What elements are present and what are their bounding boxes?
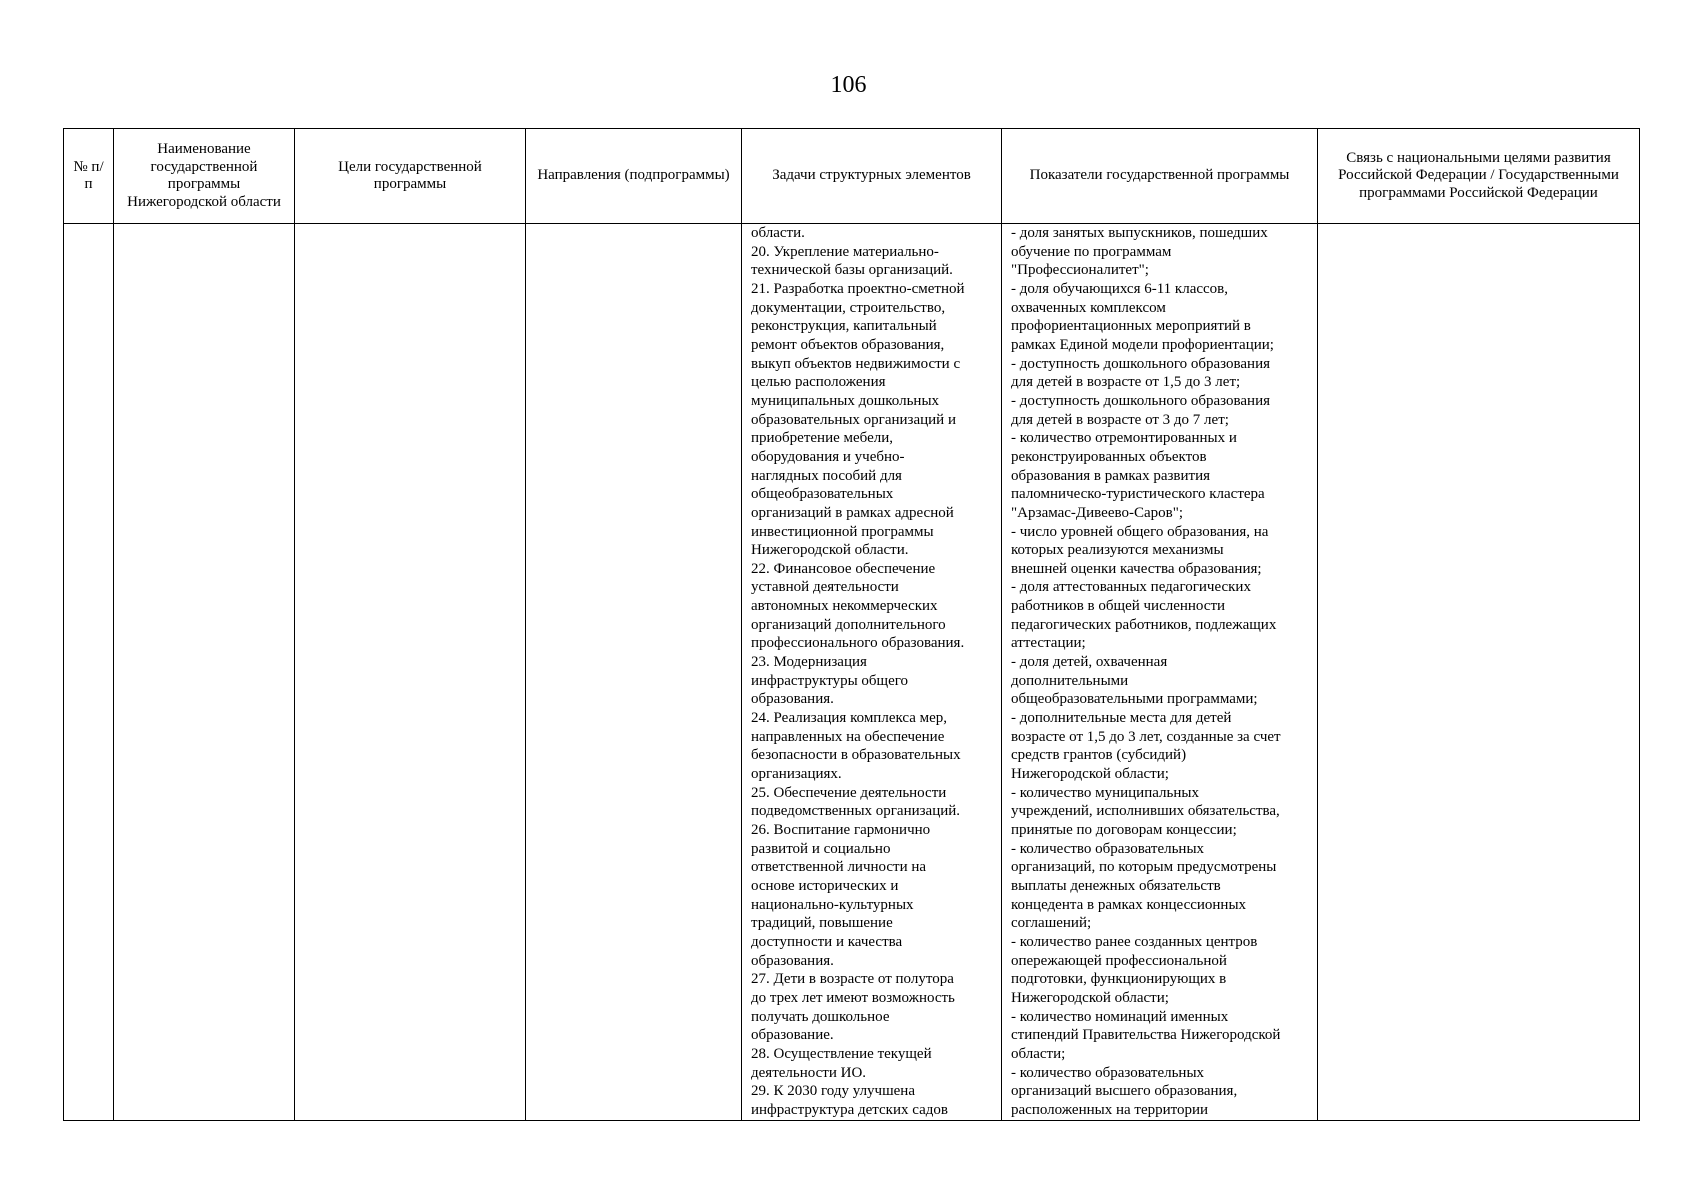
indicator-text-line: аттестации; <box>1011 635 1086 652</box>
indicator-text-line: организаций, по которым предусмотрены <box>1011 859 1277 876</box>
task-text-line: доступности и качества <box>751 933 903 950</box>
indicator-text-line: реконструированных объектов <box>1011 448 1207 465</box>
task-text-line: безопасности в образовательных <box>751 747 961 764</box>
indicator-text-line: - дополнительные места для детей <box>1011 710 1232 727</box>
task-text-line: развитой и социально <box>751 840 891 857</box>
indicator-text-line: - число уровней общего образования, на <box>1011 523 1269 540</box>
task-text-line: 25. Обеспечение деятельности <box>751 784 947 801</box>
indicator-text-line: Нижегородской области; <box>1011 766 1169 783</box>
task-text-line: ремонт объектов образования, <box>751 336 945 353</box>
indicator-text-line: соглашений; <box>1011 915 1092 932</box>
task-text-line: образовательных организаций и <box>751 411 956 428</box>
indicator-text-line: расположенных на территории <box>1011 1101 1209 1118</box>
header-program-name: Наименование государственной программы Нижегородской области <box>114 129 295 224</box>
indicator-text-line: принятые по договорам концессии; <box>1011 822 1237 838</box>
task-text-line: выкуп объектов недвижимости с <box>751 355 961 372</box>
indicator-text-line: "Арзамас-Дивеево-Саров"; <box>1011 504 1184 521</box>
indicator-text-line: - количество образовательных <box>1011 1064 1205 1081</box>
indicator-text-line: "Профессионалитет"; <box>1011 262 1149 279</box>
indicator-text-line: охваченных комплексом <box>1011 299 1166 316</box>
task-text-line: реконструкция, капитальный <box>751 318 937 335</box>
cell-national-goals <box>1318 224 1640 1121</box>
header-directions: Направления (подпрограммы) <box>526 129 742 224</box>
task-text-line: 21. Разработка проектно-сметной <box>751 280 965 297</box>
cell-directions <box>526 224 742 1121</box>
indicator-text-line: стипендий Правительства Нижегородской <box>1011 1027 1281 1044</box>
task-text-line: целью расположения <box>751 374 886 391</box>
indicator-text-line: - доля аттестованных педагогических <box>1011 579 1251 596</box>
task-text-line: национально-культурных <box>751 896 914 913</box>
indicator-text-line: средств грантов (субсидий) <box>1011 747 1187 764</box>
task-text-line: организаций в рамках адресной <box>751 504 954 521</box>
task-text-line: профессионального образования. <box>751 635 965 652</box>
indicator-text-line: - доля занятых выпускников, пошедших <box>1011 225 1268 241</box>
task-text-line: автономных некоммерческих <box>751 598 938 615</box>
task-text-line: направленных на обеспечение <box>751 728 945 745</box>
task-text-line: общеобразовательных <box>751 486 894 503</box>
cell-program-name <box>114 224 295 1121</box>
task-text-line: основе исторических и <box>751 877 899 894</box>
task-text-line: 22. Финансовое обеспечение <box>751 560 936 577</box>
task-text-line: образование. <box>751 1027 834 1044</box>
indicator-text-line: возрасте от 1,5 до 3 лет, созданные за счет <box>1011 728 1281 745</box>
indicator-text-line: Нижегородской области; <box>1011 989 1169 1006</box>
task-text-line: Нижегородской области. <box>751 542 909 559</box>
cell-number <box>64 224 114 1121</box>
task-text-line: инвестиционной программы <box>751 523 934 540</box>
cell-goals <box>295 224 526 1121</box>
indicator-text-line: учреждений, исполнивших обязательства, <box>1011 803 1280 820</box>
indicator-text-line: - количество муниципальных <box>1011 784 1199 801</box>
task-text-line: муниципальных дошкольных <box>751 392 940 409</box>
task-text-line: оборудования и учебно- <box>751 448 905 465</box>
indicator-text-line: рамках Единой модели профориентации; <box>1011 336 1274 353</box>
task-text-line: подведомственных организаций. <box>751 803 961 820</box>
indicator-text-line: подготовки, функционирующих в <box>1011 971 1227 988</box>
task-text-line: 24. Реализация комплекса мер, <box>751 710 948 727</box>
indicator-text-line: дополнительными <box>1011 672 1129 689</box>
task-text-line: технической базы организаций. <box>751 262 953 279</box>
indicator-text-line: образования в рамках развития <box>1011 467 1210 484</box>
task-text-line: 20. Укрепление материально- <box>751 243 939 260</box>
table-row <box>64 224 1640 1121</box>
indicators-text <box>1011 224 1308 1120</box>
indicator-text-line: - доступность дошкольного образования <box>1011 355 1271 372</box>
indicator-text-line: которых реализуются механизмы <box>1011 542 1224 559</box>
task-text-line: 26. Воспитание гармонично <box>751 822 931 838</box>
tasks-text <box>751 224 992 1120</box>
task-text-line: 23. Модернизация <box>751 654 867 671</box>
indicator-text-line: - доступность дошкольного образования <box>1011 392 1271 409</box>
task-text-line: приобретение мебели, <box>751 430 894 447</box>
task-text-line: ответственной личности на <box>751 859 927 876</box>
task-text-line: организаций дополнительного <box>751 616 946 633</box>
indicator-text-line: - количество образовательных <box>1011 840 1205 857</box>
task-text-line: образования. <box>751 952 834 969</box>
indicator-text-line: концедента в рамках концессионных <box>1011 896 1247 913</box>
task-text-line: инфраструктуры общего <box>751 672 909 689</box>
page-number: 106 <box>830 72 867 98</box>
task-text-line: документации, строительство, <box>751 299 946 316</box>
header-goals: Цели государственной программы <box>295 129 526 224</box>
task-text-line: 27. Дети в возрасте от полутора <box>751 971 954 988</box>
cell-tasks <box>742 224 1002 1121</box>
task-text-line: организациях. <box>751 766 842 783</box>
header-number: № п/п <box>64 129 114 224</box>
indicator-text-line: профориентационных мероприятий в <box>1011 318 1251 335</box>
indicator-text-line: опережающей профессиональной <box>1011 952 1227 969</box>
indicator-text-line: организаций высшего образования, <box>1011 1083 1238 1100</box>
indicator-text-line: внешней оценки качества образования; <box>1011 560 1262 577</box>
task-text-line: образования. <box>751 691 834 708</box>
task-text-line: уставной деятельности <box>751 579 899 596</box>
task-text-line: 28. Осуществление текущей <box>751 1045 932 1062</box>
task-text-line: до трех лет имеют возможность <box>751 989 955 1006</box>
indicator-text-line: - количество ранее созданных центров <box>1011 933 1258 950</box>
indicator-text-line: выплаты денежных обязательств <box>1011 877 1221 894</box>
header-indicators: Показатели государственной программы <box>1002 129 1318 224</box>
indicator-text-line: паломническо-туристического кластера <box>1011 486 1265 503</box>
header-tasks: Задачи структурных элементов <box>742 129 1002 224</box>
task-text-line: 29. К 2030 году улучшена <box>751 1083 915 1100</box>
table-header-row <box>64 129 1640 224</box>
task-text-line: инфраструктура детских садов <box>751 1101 948 1118</box>
indicator-text-line: педагогических работников, подлежащих <box>1011 616 1277 633</box>
task-text-line: области. <box>751 225 805 241</box>
indicator-text-line: для детей в возрасте от 1,5 до 3 лет; <box>1011 374 1241 391</box>
indicator-text-line: обучение по программам <box>1011 243 1172 260</box>
indicator-text-line: работников в общей численности <box>1011 598 1226 615</box>
task-text-line: получать дошкольное <box>751 1008 890 1025</box>
task-text-line: традиций, повышение <box>751 915 893 932</box>
indicator-text-line: - доля детей, охваченная <box>1011 654 1168 671</box>
program-table <box>63 128 1640 1121</box>
indicator-text-line: - количество номинаций именных <box>1011 1008 1229 1025</box>
indicator-text-line: - доля обучающихся 6-11 классов, <box>1011 280 1229 297</box>
cell-indicators <box>1002 224 1318 1121</box>
indicator-text-line: - количество отремонтированных и <box>1011 430 1237 447</box>
indicator-text-line: области; <box>1011 1045 1066 1062</box>
task-text-line: наглядных пособий для <box>751 467 902 484</box>
task-text-line: деятельности ИО. <box>751 1064 867 1081</box>
indicator-text-line: для детей в возрасте от 3 до 7 лет; <box>1011 411 1229 428</box>
header-national-goals: Связь с национальными целями развития Российской Федерации / Государственными программами Российской Федерации <box>1318 129 1640 224</box>
indicator-text-line: общеобразовательными программами; <box>1011 691 1258 708</box>
